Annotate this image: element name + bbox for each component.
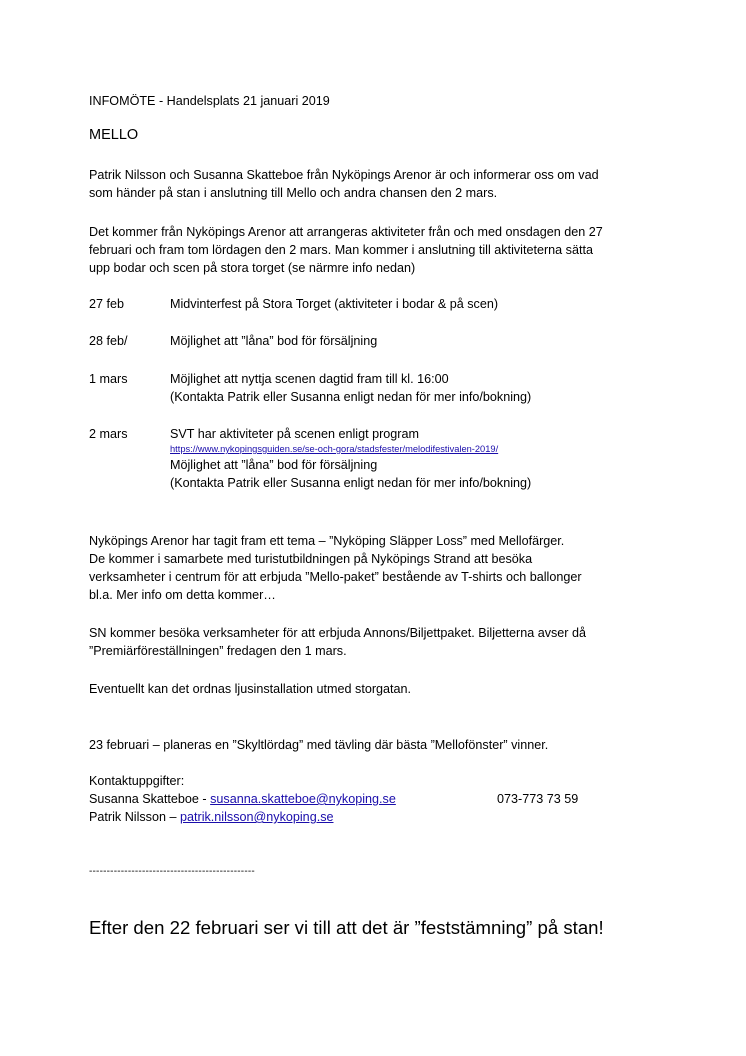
contact-row xyxy=(89,808,649,826)
text-line: upp bodar och scen på stora torget (se närmre info nedan) xyxy=(89,261,416,275)
schedule-text: (Kontakta Patrik eller Susanna enligt nedan för mer info/bokning) xyxy=(170,476,532,490)
email-link[interactable]: susanna.skatteboe@nykoping.se xyxy=(210,792,396,806)
text-line: De kommer i samarbete med turistutbildningen på Nyköpings Strand att besöka xyxy=(89,552,533,566)
email-link[interactable]: patrik.nilsson@nykoping.se xyxy=(180,810,334,824)
text-line: verksamheter i centrum för att erbjuda ”Mello-paket” bestående av T-shirts och ballonger xyxy=(89,570,582,584)
schedule-text: Möjlighet att nyttja scenen dagtid fram till kl. 16:00 xyxy=(170,372,449,386)
schedule-text: Möjlighet att ”låna” bod för försäljning xyxy=(170,458,378,472)
text-line: Patrik Nilsson och Susanna Skatteboe från Nyköpings Arenor är och informerar oss om vad xyxy=(89,168,599,182)
schedule-text: (Kontakta Patrik eller Susanna enligt nedan för mer info/bokning) xyxy=(170,390,532,404)
contact-phone: 073-773 73 59 xyxy=(497,792,579,806)
text-line: som händer på stan i anslutning till Mello och andra chansen den 2 mars. xyxy=(89,186,498,200)
paragraph-sn xyxy=(89,624,586,660)
text-line: bl.a. Mer info om detta kommer… xyxy=(89,588,276,602)
paragraph-lighting: Eventuellt kan det ordnas ljusinstallation utmed storgatan. xyxy=(89,682,412,696)
subheading-mello: MELLO xyxy=(89,127,139,143)
contact-name: Susanna Skatteboe - xyxy=(89,792,211,806)
paragraph-intro xyxy=(89,166,599,202)
schedule-date: 27 feb xyxy=(89,297,125,311)
program-link[interactable]: https://www.nykopingsguiden.se/se-och-gora/stadsfester/melodifestivalen-2019/ xyxy=(170,444,499,454)
text-line: Nyköpings Arenor har tagit fram ett tema – ”Nyköping Släpper Loss” med Mellofärger. xyxy=(89,534,565,548)
text-line: Det kommer från Nyköpings Arenor att arrangeras aktiviteter från och med onsdagen den 27 xyxy=(89,225,603,239)
schedule-text: Midvinterfest på Stora Torget (aktiviteter i bodar & på scen) xyxy=(170,297,499,311)
paragraph-activities xyxy=(89,223,603,277)
header-line: INFOMÖTE - Handelsplats 21 januari 2019 xyxy=(89,94,330,108)
text-line: februari och fram tom lördagen den 2 mars. Man kommer i anslutning till aktiviteterna sätta xyxy=(89,243,593,257)
text-line: SN kommer besöka verksamheter för att erbjuda Annons/Biljettpaket. Biljetterna avser då xyxy=(89,626,586,640)
schedule-date: 1 mars xyxy=(89,372,128,386)
schedule-text-block xyxy=(170,425,531,492)
divider-line: ----------------------------------------------- xyxy=(89,866,255,877)
paragraph-theme xyxy=(89,532,582,604)
schedule-text: Möjlighet att ”låna” bod för försäljning xyxy=(170,334,378,348)
contact-row xyxy=(89,790,649,808)
schedule-text: SVT har aktiviteter på scenen enligt program xyxy=(170,427,419,441)
contacts-block xyxy=(89,772,649,826)
contact-name: Patrik Nilsson – xyxy=(89,810,180,824)
text-line: ”Premiärföreställningen” fredagen den 1 mars. xyxy=(89,644,347,658)
schedule-text-block xyxy=(170,370,531,406)
schedule-date: 2 mars xyxy=(89,427,128,441)
closing-text: Efter den 22 februari ser vi till att det är ”feststämning” på stan! xyxy=(89,917,604,938)
schedule-date: 28 feb/ xyxy=(89,334,128,348)
paragraph-skyltlordag: 23 februari – planeras en ”Skyltlördag” med tävling där bästa ”Mellofönster” vinner. xyxy=(89,738,549,752)
contacts-heading: Kontaktuppgifter: xyxy=(89,774,185,788)
